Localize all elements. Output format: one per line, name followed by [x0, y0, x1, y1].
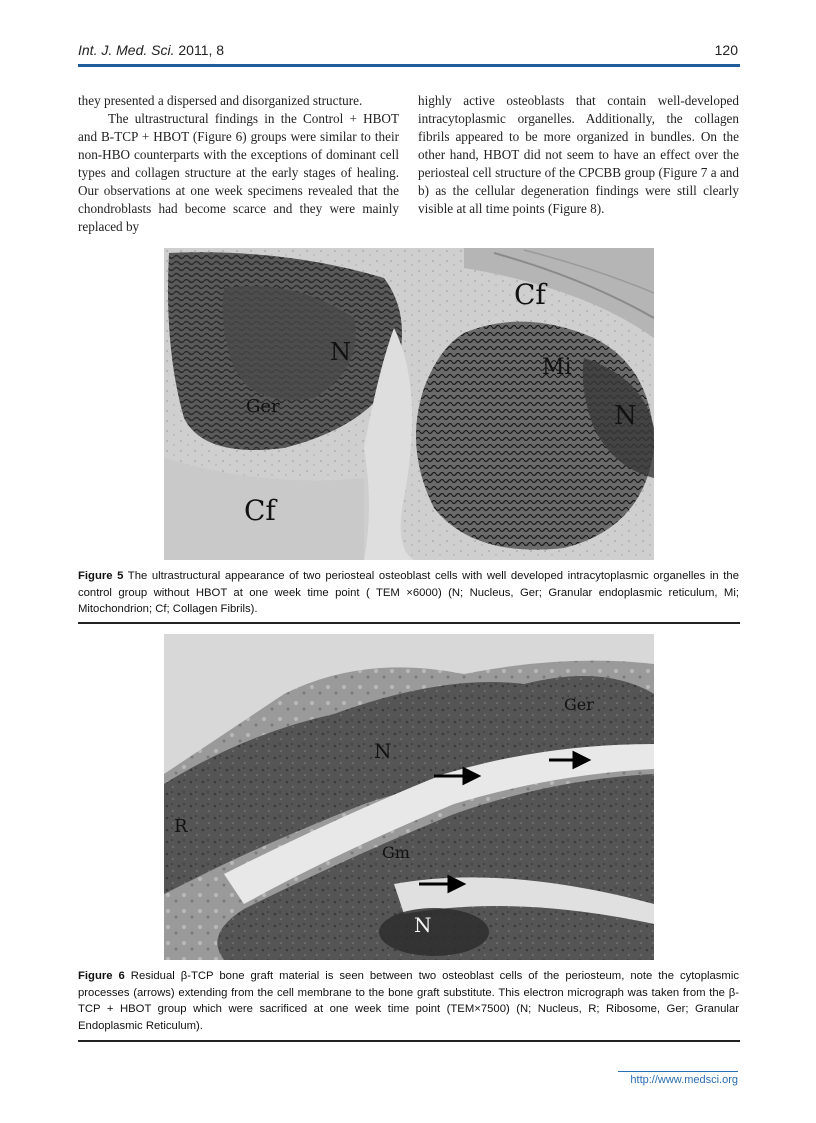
fig5-label-n-right: N — [614, 401, 637, 431]
right-paragraph-1: highly active osteoblasts that contain well-developed intracytoplasmic organelles. Additionally, the collagen fibrils appeared to be more organized in bundles. On the other hand, HBOT did not seem to have an effect over the periosteal cell structure of the CPCBB group (Figure 7 a and b) as the cellular degeneration findings were still clearly visible at all time points (Figure 8). — [418, 93, 739, 216]
figure-5-caption-label: Figure 5 — [78, 570, 124, 582]
journal-year-volume: 2011, 8 — [178, 42, 225, 58]
journal-citation — [78, 42, 224, 58]
figure-6-micrograph — [164, 634, 654, 960]
figure-6-caption — [78, 968, 739, 1034]
figure-6-caption-rule — [78, 1040, 740, 1042]
header-rule — [78, 64, 740, 67]
fig6-label-n-bottom: N — [414, 913, 432, 937]
fig6-label-r: R — [174, 816, 188, 837]
running-header — [78, 40, 738, 62]
fig5-label-n-left: N — [330, 338, 351, 366]
fig5-label-cf-bottom: Cf — [244, 494, 276, 527]
fig6-label-ger: Ger — [564, 695, 594, 714]
footer-rule — [618, 1071, 738, 1072]
figure-5-caption — [78, 568, 739, 618]
left-column — [78, 92, 399, 236]
figure-5-caption-text: The ultrastructural appearance of two periosteal osteoblast cells with well developed intracytoplasmic organelles in the control group without HBOT at one week time point ( TEM ×6000) (N; Nucleus, Ger; Granular endoplasmic reticulum, Mi; Mitochondrion; Cf; Collagen Fibrils). — [78, 570, 739, 615]
figure-6-image — [164, 634, 654, 960]
figure-5-caption-rule — [78, 622, 740, 624]
left-paragraph-1: they presented a dispersed and disorganized structure. — [78, 93, 363, 108]
figure-6-caption-text: Residual β-TCP bone graft material is seen between two osteoblast cells of the periosteum, note the cytoplasmic processes (arrows) extending from the cell membrane to the bone graft substitute. This electron micrograph was taken from the β-TCP + HBOT group which were sacrificed at one week time point (TEM×7500) (N; Nucleus, R; Ribosome, Ger; Granular Endoplasmic Reticulum). — [78, 970, 739, 1032]
fig6-label-gm: Gm — [382, 843, 410, 862]
figure-6-caption-label: Figure 6 — [78, 970, 125, 982]
fig5-label-cf-top: Cf — [514, 278, 546, 311]
fig5-label-mi: Mi — [542, 355, 572, 380]
fig6-label-n-top: N — [374, 739, 392, 763]
left-paragraph-2: The ultrastructural findings in the Control + HBOT and B-TCP + HBOT (Figure 6) groups were similar to their non-HBO counterparts with the exceptions of dominant cell types and collagen structure at the early stages of healing. Our observations at one week specimens revealed that the chondroblasts had become scarce and they were mainly replaced by — [78, 111, 399, 234]
figure-5-micrograph — [164, 248, 654, 560]
footer-url[interactable]: http://www.medsci.org — [630, 1074, 738, 1086]
figure-5-image — [164, 248, 654, 560]
fig5-label-ger: Ger — [246, 396, 280, 417]
page-number: 120 — [714, 42, 738, 58]
journal-name: Int. J. Med. Sci. — [78, 42, 175, 58]
right-column — [418, 92, 739, 218]
